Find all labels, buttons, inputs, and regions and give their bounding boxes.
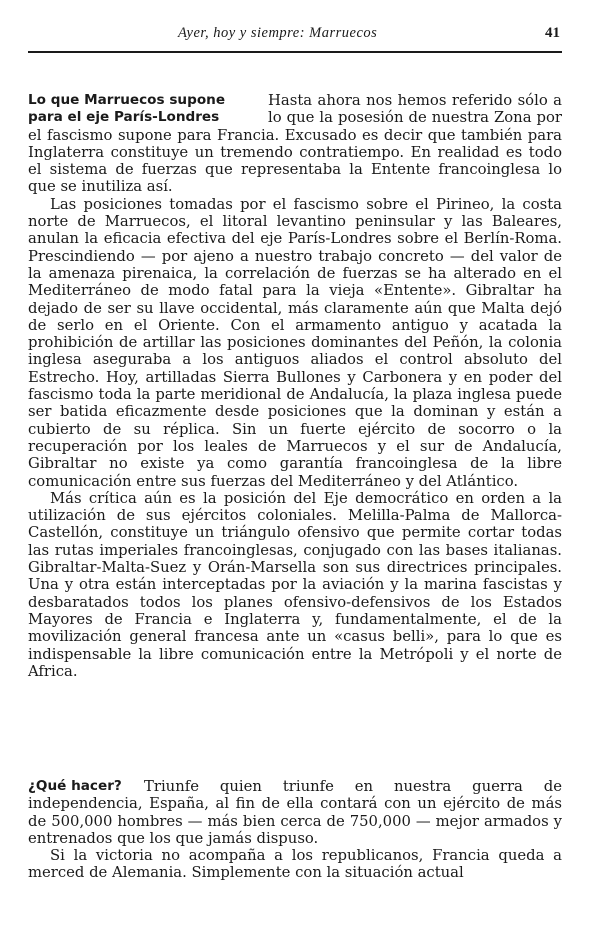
body-paragraph: Hasta ahora nos hemos referido sólo a lo que la posesión de nuestra Zona por el fascismo supone para Francia. Excusado es decir que también para Inglaterra constituye un tremendo contratiempo. En realidad es todo el sistema de fuerzas que representaba la Entente francoinglesa lo que se inutiliza así. xyxy=(28,92,562,196)
section-heading-line: para el eje París-Londres xyxy=(28,109,220,126)
section-heading-line: Lo que Marruecos supone xyxy=(28,92,226,108)
header-rule xyxy=(28,51,562,53)
body-paragraph: Más crítica aún es la posición del Eje democrático en orden a la utilización de sus ejércitos coloniales. Melilla-Palma de Mallorca-Castellón, constituye un triángulo ofensivo que permite cortar todas las rutas imperiales francoinglesas, conjugado con las bases italianas. Gibraltar-Malta-Suez y Orán-Marsella son sus directrices principales. Una y otra están interceptadas por la aviación y la marina fascistas y desbaratados todos los planes ofensivo-defensivos de los Estados Mayores de Francia e Inglaterra y, fundamentalmente, el de la movilización general francesa ante un «casus belli», para lo que es indispensable la libre comunicación entre la Metrópoli y el norte de Africa. xyxy=(28,489,562,680)
book-page xyxy=(28,22,562,882)
running-header xyxy=(28,22,562,44)
section-heading-line: ¿Qué hacer? xyxy=(28,778,122,794)
section-heading xyxy=(28,778,132,795)
section-heading xyxy=(28,92,256,127)
running-title: Ayer, hoy y siempre: Marruecos xyxy=(178,25,378,41)
body-paragraph: Triunfe quien triunfe en nuestra guerra de independencia, España, al fin de ella contará con un ejército de más de 500,000 hombres — más bien cerca de 750,000 — mejor armados y entrenados que los que jamás dispuso. xyxy=(28,778,562,847)
page-number: 41 xyxy=(545,25,560,41)
section-marruecos-eje xyxy=(28,92,562,680)
body-paragraph: Las posiciones tomadas por el fascismo sobre el Pirineo, la costa norte de Marruecos, el litoral levantino peninsular y las Baleares, anulan la eficacia efectiva del eje París-Londres sobre el Berlín-Roma. Prescindiendo — por ajeno a nuestro trabajo concreto — del valor de la amenaza pirenaica, la correlación de fuerzas se ha alterado en el Mediterráneo de modo fatal para la vieja «Entente». Gibraltar ha dejado de ser su llave occidental, más claramente aún que Malta dejó de serlo en el Oriente. Con el armamento antiguo y acatada la prohibición de artillar las posiciones dominantes del Peñón, la colonia inglesa aseguraba a los antiguos aliados el control absoluto del Estrecho. Hoy, artilladas Sierra Bullones y Carbonera y en poder del fascismo toda la parte meridional de Andalucía, la plaza inglesa puede ser batida eficazmente desde posiciones que la dominan y están a cubierto de su réplica. Sin un fuerte ejército de socorro o la recuperación por los leales de Marruecos y el sur de Andalucía, Gibraltar no existe ya como garantía francoinglesa de la libre comunicación entre sus fuerzas del Mediterráneo y del Atlántico. xyxy=(28,195,562,490)
section-que-hacer xyxy=(28,778,562,882)
body-paragraph: Si la victoria no acompaña a los republicanos, Francia queda a merced de Alemania. Simplemente con la situación actual xyxy=(28,847,562,882)
